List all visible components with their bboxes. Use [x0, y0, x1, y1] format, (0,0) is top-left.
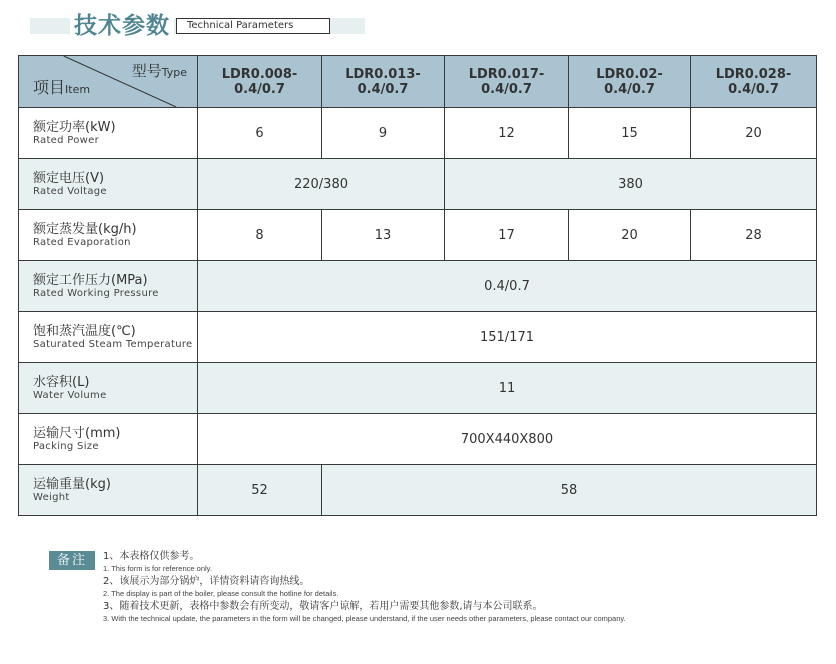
table-cell: 0.4/0.7 [198, 261, 817, 312]
model-header: LDR0.008- 0.4/0.7 [198, 56, 322, 108]
table-row-packing-size [19, 414, 817, 465]
corner-item-label: 项目Item [33, 78, 91, 97]
table-row-rated-evaporation [19, 210, 817, 261]
model-header: LDR0.013- 0.4/0.7 [322, 56, 445, 108]
table-row-weight [19, 465, 817, 516]
table-cell: 9 [322, 108, 445, 159]
table-row-water-volume [19, 363, 817, 414]
row-label: 饱和蒸汽温度(℃) Saturated Steam Temperature [19, 312, 198, 363]
table-cell: 700X440X800 [198, 414, 817, 465]
table-cell: 12 [445, 108, 569, 159]
note-en: 1. This form is for reference only. [103, 564, 212, 573]
table-cell: 52 [198, 465, 322, 516]
row-label: 运输尺寸(mm) Packing Size [19, 414, 198, 465]
table-row-working-pressure [19, 261, 817, 312]
model-header: LDR0.028- 0.4/0.7 [691, 56, 817, 108]
page-title: 技术参数 [70, 11, 174, 43]
notes-badge: 备注 [49, 551, 95, 570]
table-cell: 151/171 [198, 312, 817, 363]
table-cell: 6 [198, 108, 322, 159]
row-label: 额定功率(kW) Rated Power [19, 108, 198, 159]
table-cell: 58 [322, 465, 817, 516]
note-cn: 2、该展示为部分锅炉，详情资料请咨询热线。 [103, 576, 310, 587]
table-cell: 20 [691, 108, 817, 159]
table-cell: 20 [569, 210, 691, 261]
notes-list [103, 550, 626, 625]
row-label: 额定电压(V) Rated Voltage [19, 159, 198, 210]
table-cell: 380 [445, 159, 817, 210]
note-en: 3. With the technical update, the parameters in the form will be changed, please understand, if the user needs other parameters, please contact our company. [103, 614, 626, 623]
table-row-steam-temperature [19, 312, 817, 363]
table-cell: 15 [569, 108, 691, 159]
corner-cell [19, 56, 198, 108]
row-label: 运输重量(kg) Weight [19, 465, 198, 516]
row-label: 额定工作压力(MPa) Rated Working Pressure [19, 261, 198, 312]
table-cell: 11 [198, 363, 817, 414]
note-en: 2. The display is part of the boiler, please consult the hotline for details. [103, 589, 339, 598]
table-cell: 220/380 [198, 159, 445, 210]
table-cell: 17 [445, 210, 569, 261]
spec-table [18, 55, 817, 516]
note-cn: 3、随着技术更新，表格中参数会有所变动，敬请客户谅解，若用户需要其他参数,请与本公司联系。 [103, 601, 543, 612]
model-header: LDR0.02- 0.4/0.7 [569, 56, 691, 108]
table-header-row [19, 56, 817, 108]
table-cell: 28 [691, 210, 817, 261]
model-header: LDR0.017- 0.4/0.7 [445, 56, 569, 108]
table-cell: 8 [198, 210, 322, 261]
table-cell: 13 [322, 210, 445, 261]
table-row-rated-power [19, 108, 817, 159]
page-subtitle: Technical Parameters [176, 18, 330, 34]
table-row-rated-voltage [19, 159, 817, 210]
row-label: 水容积(L) Water Volume [19, 363, 198, 414]
row-label: 额定蒸发量(kg/h) Rated Evaporation [19, 210, 198, 261]
note-cn: 1、本表格仅供参考。 [103, 551, 200, 562]
corner-type-label: 型号Type [131, 62, 187, 80]
